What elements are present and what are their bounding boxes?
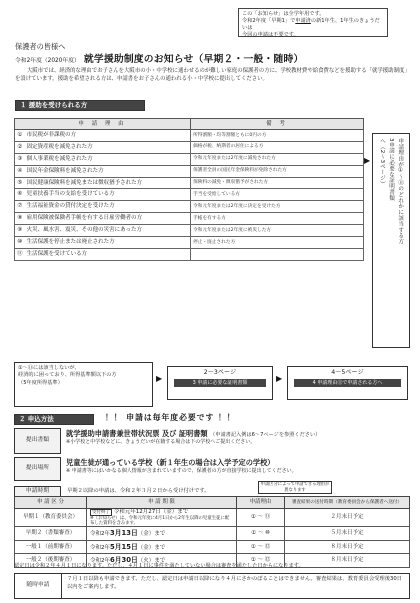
intro-paragraph: 大阪市では、経済的な理由でお子さんを大阪市の小・中学校に通わせるのが難しい家庭の保護者の方に、学校教材費や給食費などを援助する「就学援助制度」を設けています。援助を希望される方は、申請書をお子さんの通われる小・中学校に提出してください。 — [15, 68, 410, 82]
place-main: 児童生徒が通っている学校（新１年生の場合は入学予定の学校） — [66, 458, 275, 467]
eligibility-table — [14, 118, 364, 261]
row-reason: 生活保護を停止または廃止された方 — [25, 237, 191, 249]
row-note: 所得割額・均等割額ともに0円の方 — [191, 130, 364, 142]
addressee: 保護者の皆様へ — [15, 42, 66, 51]
route-arrow-icon: ▶ — [156, 374, 163, 383]
row-number: ⑪ — [15, 248, 25, 260]
sched-deadline-year: 令和2年 — [90, 531, 110, 538]
row-number: ② — [15, 141, 25, 153]
row-number: ⑦ — [15, 201, 25, 213]
sched-header-result: 審査結果の送付時期（教育委員会から保護者へ送付） — [285, 497, 410, 509]
docs-label: 提出書類 — [14, 428, 61, 454]
row-number: ⑥ — [15, 189, 25, 201]
sched-header-category: 申 請 区 分 — [15, 497, 87, 509]
row-note: 令和元年度または2年度に被災した方 — [191, 225, 364, 237]
table-row — [15, 248, 364, 260]
docs-sub: ※小学校と中学校などに、きょうだいが在籍する場合は下の学校へご提出ください。 — [66, 439, 256, 446]
cert-note: 認定日は令和２年４月１日になります。ただし、４月１日に事件を満たしていない場合は審査を満たした日からになります。 — [14, 563, 304, 569]
eligible-route-box — [372, 133, 410, 348]
side-text-condition: 申請理由が①〜⑪のどれかに該当する方 — [397, 138, 404, 245]
reason-note-box: 申請区分によって申請できる理由が異なります — [258, 481, 332, 494]
closed-tag: 受付終了 — [92, 510, 110, 515]
row-reason: 国民健康保険料を減免または徴収猶予された方 — [25, 177, 191, 189]
deadline-text: 早期２以降の申請は、令和２年３月２日から受け付けです。 — [67, 488, 210, 495]
row-reason: 火災、風水害、震災、その他の災害にあった方 — [25, 225, 191, 237]
sched-deadline-year: 令和2年 — [90, 558, 110, 565]
table-row — [15, 141, 364, 153]
row-number: ⑤ — [15, 177, 25, 189]
side-text-docs: 3申請に必要な証明書類 — [388, 138, 395, 201]
table-row — [15, 165, 364, 177]
notice-box — [238, 8, 388, 37]
table-row — [15, 130, 364, 142]
row-note: 停止・廃止された方 — [191, 237, 364, 249]
docs-main-note: （申請書記入例は6〜7ページを参照ください） — [210, 432, 321, 438]
route-arrow-icon: ▶ — [276, 374, 283, 383]
sched-deadline-cell — [87, 527, 237, 541]
sched-deadline-suffix: （金）まで — [137, 544, 166, 551]
anytime-label: 随時申請 — [15, 574, 62, 598]
table-row — [15, 201, 364, 213]
row-number: ⑩ — [15, 237, 25, 249]
route-right-page: 4〜5ページ — [331, 369, 364, 376]
sched-reasons: ① 〜 ⑩ — [237, 527, 285, 541]
row-note — [191, 248, 364, 260]
docs-main: 就学援助申請書兼世帯状況票 及び 証明書類 — [66, 429, 208, 438]
row-note: 保護者全員の国民年金保険料が免除された方 — [191, 165, 364, 177]
col-note-header: 備 考 — [191, 119, 364, 130]
table-row — [15, 540, 410, 554]
sched-result: ８月末日予定 — [285, 554, 410, 568]
row-reason: 雇用保険被保険者手帳を有する日雇労働者の方 — [25, 213, 191, 225]
row-note: 価格が税、納期者の居住による方 — [191, 141, 364, 153]
sched-deadline: 令和元年12月27日（金）まで — [113, 509, 189, 515]
row-note: 保険料の減免・徴収猶予がされた方 — [191, 177, 364, 189]
sched-deadline-cell — [87, 509, 237, 527]
sched-reasons: ① 〜 ⑫ — [237, 554, 285, 568]
row-note: 令和元年度または2年度に減免された方 — [191, 153, 364, 165]
bracket-arrow-icon: ▶ — [364, 156, 371, 165]
sched-result: ２月末日予定 — [285, 509, 410, 527]
table-row — [15, 225, 364, 237]
row-number: ④ — [15, 165, 25, 177]
sched-result: ５月末日予定 — [285, 527, 410, 541]
row-reason: 児童扶養手当の支給を受けている方 — [25, 189, 191, 201]
row-reason: 生活福祉資金の貸付決定を受けた方 — [25, 201, 191, 213]
row-number: ⑨ — [15, 225, 25, 237]
row-reason: 市民税が非課税の方 — [25, 130, 191, 142]
title-row — [15, 54, 303, 66]
notice-line3: 今回の申請は不要です。 — [242, 32, 299, 39]
table-row — [15, 213, 364, 225]
place-sub: ※ 申請書等にはいかなる個人情報が含まれていますので、保護者の方が直接学校に提出してください。 — [66, 468, 297, 475]
notice-line2-suffix: の新1年生、1年生のきょうだいは — [242, 18, 380, 32]
title-year: 令和2年度（2020年度） — [15, 58, 80, 64]
row-note: 手帳を有する方 — [191, 213, 364, 225]
col-reason-header: 申 請 理 由 — [15, 119, 191, 130]
row-reason: 固定資産税を減免された方 — [25, 141, 191, 153]
sched-reasons: ① 〜 ⑫ — [237, 540, 285, 554]
row-reason: 個人事業税を減免された方 — [25, 153, 191, 165]
sched-result: ８月末日予定 — [285, 540, 410, 554]
row-number: ① — [15, 130, 25, 142]
row-note: 手当を受給している方 — [191, 189, 364, 201]
sched-category: 早期１（教育委員会） — [15, 509, 87, 527]
place-body — [61, 457, 410, 481]
anytime-box — [14, 573, 410, 599]
notice-line1: この「お知らせ」は全学年用です。 — [242, 11, 325, 17]
section1-header: １ 援助を受けられる方 — [15, 100, 145, 111]
page-title: 就学援助制度のお知らせ（早期２・一般・随時） — [83, 54, 304, 65]
table-row — [15, 189, 364, 201]
sched-category: 早期２（書類審査） — [15, 527, 87, 541]
row-note: 令和元年度または2年度に決定を受けた方 — [191, 201, 364, 213]
sched-deadline-cell — [87, 540, 237, 554]
table-row — [15, 527, 410, 541]
other-route-box — [14, 362, 153, 407]
sched-deadline-suffix: （火）まで — [137, 558, 166, 565]
notice-line2-prefix: 令和2年度「早期1」で — [242, 18, 296, 25]
table-row — [15, 153, 364, 165]
schedule-table — [14, 496, 410, 568]
route-right-box — [287, 366, 408, 400]
deadline-label: 申請時期 — [14, 486, 61, 497]
place-row — [14, 457, 410, 481]
docs-body — [61, 428, 410, 454]
side-text-pages: へ（2〜3ページ） — [378, 138, 385, 188]
route-right-tag: 4 申請理由⑫で申請される方へ — [294, 379, 401, 387]
sched-subnote: ※（お知らせ）は、令和元年度に4月1日から2年生以降の児童生徒に配布した資料を含みます。 — [90, 515, 230, 527]
place-label: 提出場所 — [14, 457, 61, 481]
section2-header: ２ 申込方法 — [14, 414, 94, 425]
sched-header-reasons: 申請理由 — [237, 497, 285, 509]
row-number: ⑧ — [15, 213, 25, 225]
row-number: ③ — [15, 153, 25, 165]
route-line3: （5年度所得基準） — [18, 379, 63, 386]
sched-category: 一般１（前期審査） — [15, 540, 87, 554]
route-mid-page: 2〜3ページ — [203, 369, 237, 376]
row-reason: 国民年金保険料を減免された方 — [25, 165, 191, 177]
route-mid-tag: 3 申請に必要な証明書類 — [174, 379, 266, 387]
table-row — [15, 177, 364, 189]
table-row — [15, 237, 364, 249]
table-row — [15, 509, 410, 527]
sched-deadline-date: 5月15日 — [110, 542, 138, 551]
row-reason: 生活保護を受けている方 — [25, 248, 191, 260]
sched-deadline-date: 6月30日 — [110, 556, 138, 565]
other-route — [14, 362, 410, 410]
route-mid-box — [167, 366, 273, 400]
sched-header-deadline: 申 請 期 限 — [87, 497, 237, 509]
sched-deadline-year: 令和2年 — [90, 544, 110, 551]
sched-reasons: ① 〜 ⑪ — [237, 509, 285, 527]
notice-applied-link: 申請済 — [295, 18, 311, 25]
annual-warning: ！！ 申請は毎年度必要です ！！ — [105, 413, 236, 422]
sched-deadline-suffix: （金）まで — [137, 531, 166, 538]
anytime-text: ７月１日以降も申請できます。ただし、認定日は申請日以降になり４月にさかのぼることはできません。審査結果は、教育委員会受理後30日以内をご案内します。 — [67, 576, 403, 590]
route-line2: 経済的に困っており、所得基準額以下の方 — [18, 372, 117, 379]
sched-category: 一般２（後期審査） — [15, 554, 87, 568]
docs-row — [14, 428, 410, 454]
sched-deadline-date: 3月13日 — [110, 529, 138, 538]
route-line1: ①〜⑪には該当しないが、 — [18, 365, 80, 371]
